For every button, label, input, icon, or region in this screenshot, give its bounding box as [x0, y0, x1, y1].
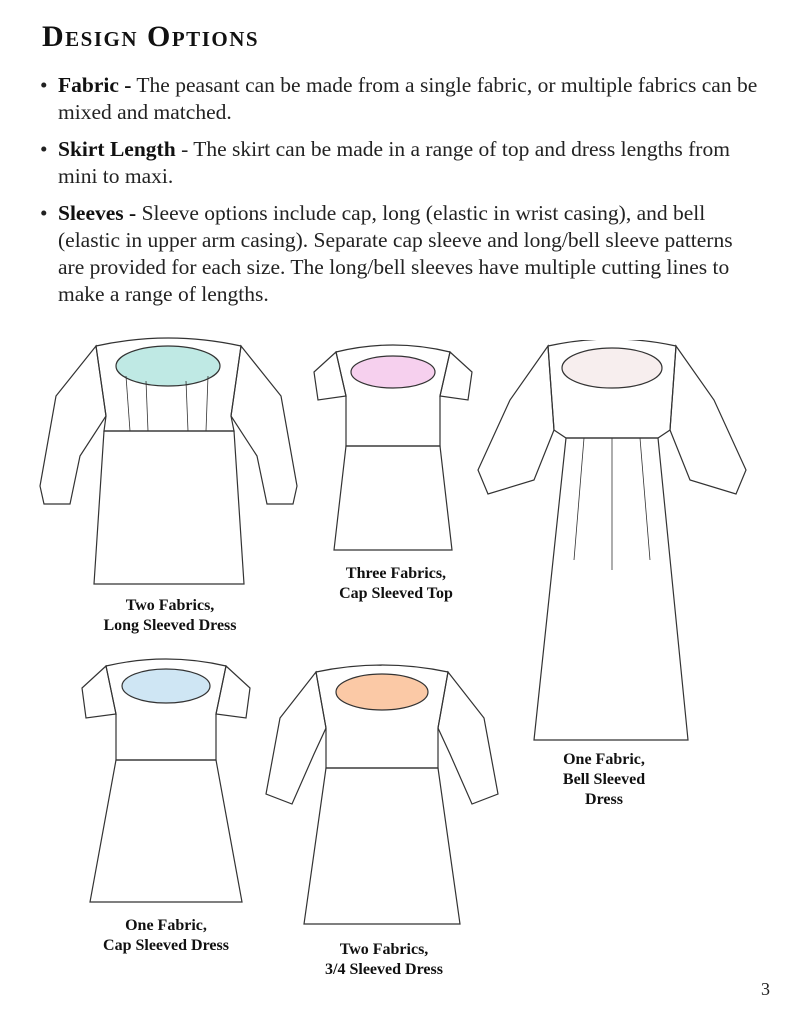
option-sleeves — [40, 200, 760, 308]
caption-line: One Fabric, — [125, 917, 207, 934]
caption-line: Cap Sleeved Top — [339, 585, 453, 602]
caption-cap-sleeved-top — [296, 564, 496, 604]
design-options-list — [40, 72, 760, 318]
option-skirt-length — [40, 136, 760, 190]
sleeve-left — [266, 672, 326, 804]
option-desc: - The skirt can be made in a range of top and dress lengths from mini to maxi. — [58, 137, 730, 188]
caption-line: Long Sleeved Dress — [103, 617, 237, 634]
page-number: 3 — [761, 979, 770, 999]
caption-line: 3/4 Sleeved Dress — [325, 961, 443, 978]
sleeve-left — [40, 346, 106, 504]
sleeve-right — [670, 346, 746, 494]
skirt — [334, 446, 452, 550]
skirt — [534, 438, 688, 740]
caption-line: Dress — [585, 791, 623, 808]
caption-line: Bell Sleeved — [562, 771, 646, 788]
skirt — [94, 431, 244, 584]
neckline — [336, 674, 428, 710]
three-quarter-sleeved-dress-illustration — [262, 664, 502, 930]
caption-cap-sleeved-dress — [66, 916, 266, 956]
option-desc: Sleeve options include cap, long (elastic in wrist casing), and bell (elastic in upper arm casing). Separate cap sleeve and long/bell sleeve patterns are provided for each size. The long/bell sleeves have multiple cutting lines to make a range of lengths. — [58, 201, 733, 306]
skirt — [90, 760, 242, 902]
neckline — [351, 356, 435, 388]
cap-sleeved-dress-illustration — [76, 658, 256, 908]
option-term: Fabric - — [58, 73, 132, 97]
caption-line: Three Fabrics, — [345, 565, 447, 582]
caption-line: Two Fabrics, — [125, 597, 215, 614]
caption-line: One Fabric, — [563, 751, 645, 768]
neckline — [562, 348, 662, 388]
option-term: Sleeves - — [58, 201, 137, 225]
long-sleeved-dress-illustration — [36, 336, 306, 592]
neckline — [122, 669, 210, 703]
skirt — [304, 768, 460, 924]
sleeve-right — [438, 672, 498, 804]
sleeve-left — [478, 346, 554, 494]
option-term: Skirt Length — [58, 137, 176, 161]
caption-long-sleeved-dress — [70, 596, 270, 636]
cap-sleeved-top-illustration — [308, 344, 478, 556]
caption-line: Cap Sleeved Dress — [103, 937, 229, 954]
option-desc: The peasant can be made from a single fabric, or multiple fabrics can be mixed and matched. — [58, 73, 758, 124]
neckline — [116, 346, 220, 386]
sleeve-right — [231, 346, 297, 504]
caption-line: Two Fabrics, — [339, 941, 429, 958]
caption-three-quarter-sleeved-dress — [284, 940, 484, 980]
option-fabric — [40, 72, 760, 126]
caption-bell-sleeved-dress — [504, 750, 704, 810]
bell-sleeved-dress-illustration — [474, 340, 750, 746]
page-title: Design Options — [42, 20, 260, 53]
